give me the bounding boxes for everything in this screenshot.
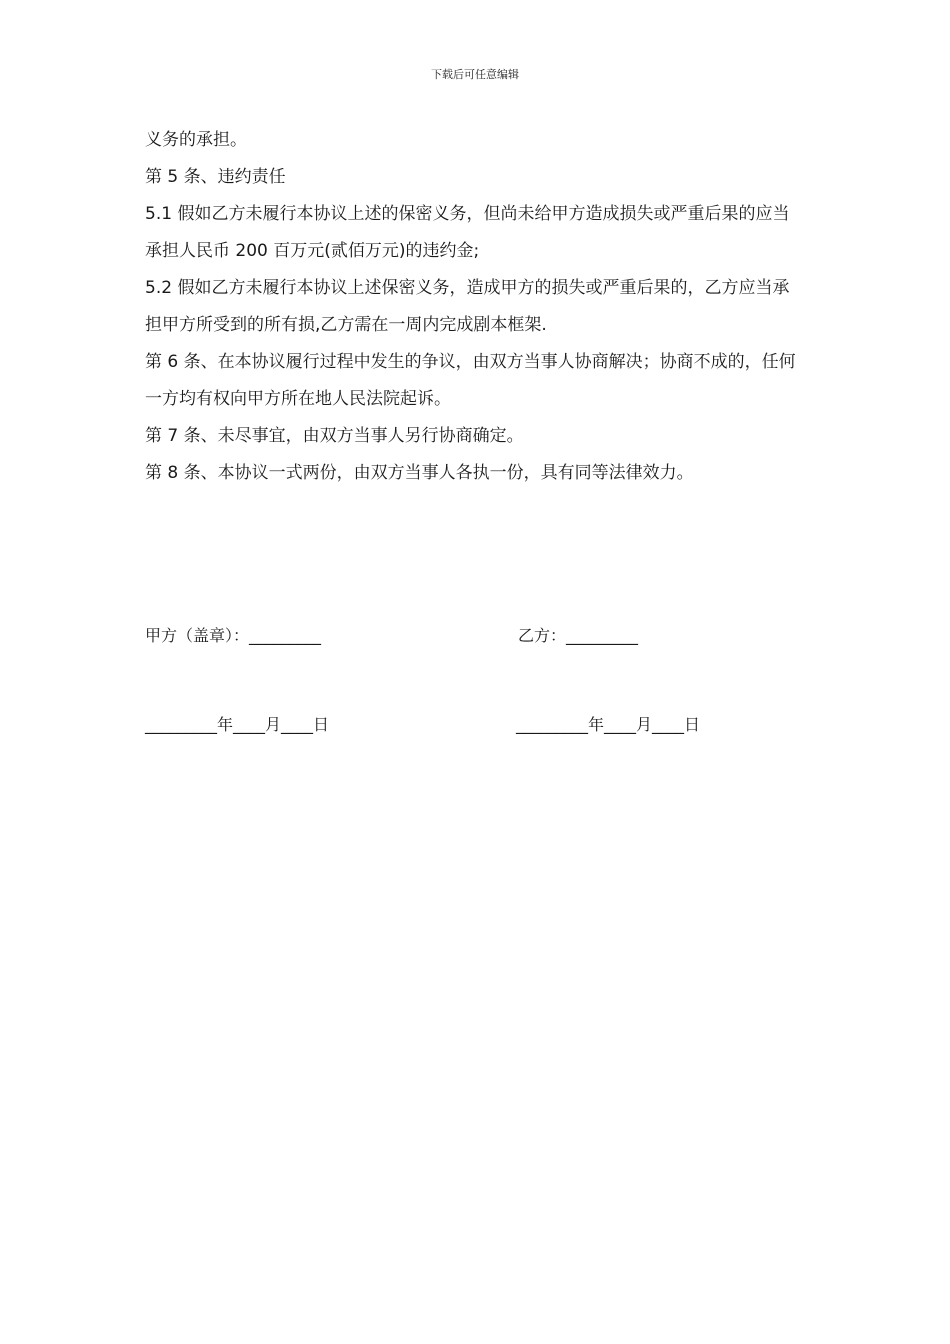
party-b-signature: 乙方：_________: [518, 626, 639, 645]
party-a-date: _________年____月____日: [145, 715, 330, 734]
page-header: 下载后可任意编辑: [431, 68, 519, 81]
paragraph: 第 8 条、本协议一式两份，由双方当事人各执一份，具有同等法律效力。: [145, 463, 694, 483]
paragraph: 第 6 条、在本协议履行过程中发生的争议，由双方当事人协商解决；协商不成的，任何一方均有权向甲方所在地人民法院起诉。: [145, 352, 796, 409]
paragraph: 5.2 假如乙方未履行本协议上述保密义务，造成甲方的损失或严重后果的，乙方应当承担甲方所受到的所有损,乙方需在一周内完成剧本框架.: [145, 278, 790, 335]
party-a-signature: 甲方（盖章）：_________: [145, 626, 322, 645]
paragraph: 义务的承担。: [145, 130, 247, 150]
paragraph: 第 7 条、未尽事宜，由双方当事人另行协商确定。: [145, 426, 524, 446]
paragraph: 第 5 条、违约责任: [145, 167, 286, 187]
party-b-date: _________年____月____日: [516, 715, 701, 734]
document-body: [145, 122, 800, 492]
paragraph: 5.1 假如乙方未履行本协议上述的保密义务，但尚未给甲方造成损失或严重后果的应当承担人民币 200 百万元(贰佰万元)的违约金;: [145, 204, 790, 261]
